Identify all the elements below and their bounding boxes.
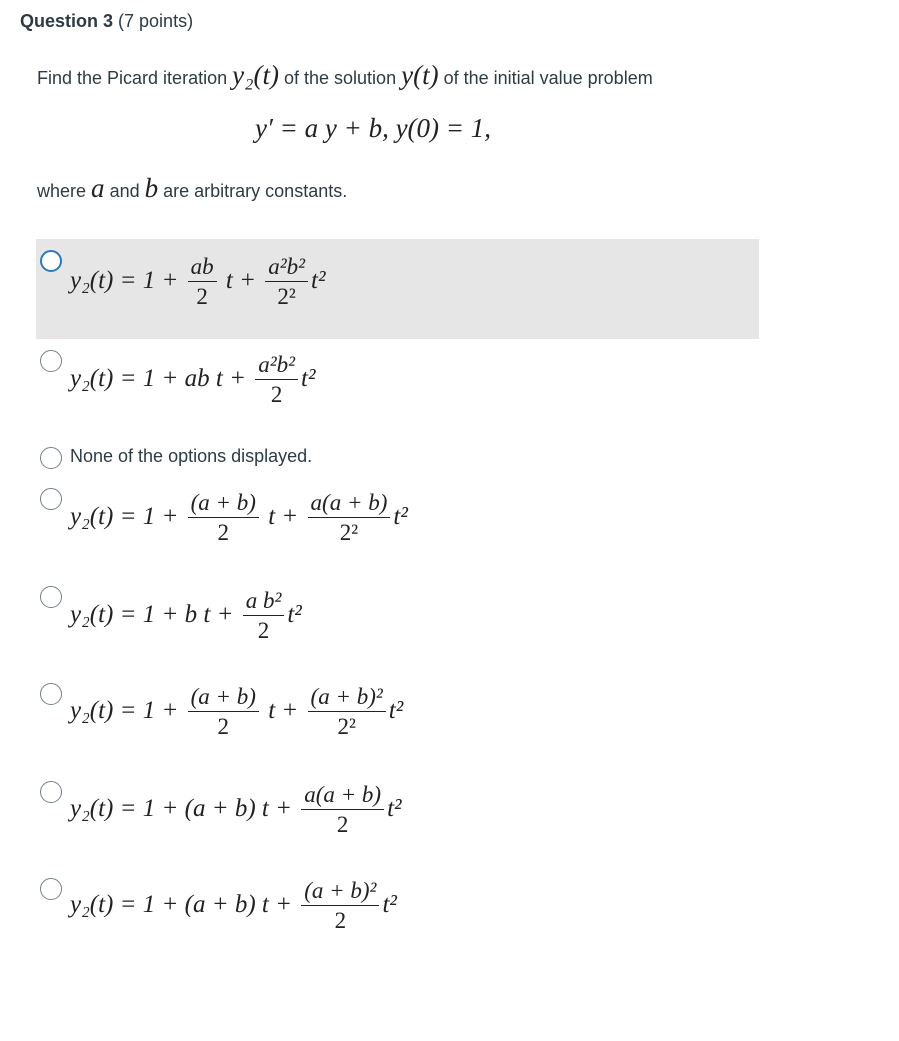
fraction [255, 352, 298, 409]
formula-tail: t² [388, 697, 404, 725]
question-prompt [37, 60, 653, 91]
fraction [243, 588, 285, 645]
option-6-radio[interactable] [40, 683, 62, 705]
formula-lhs: y₂(t) = 1 + (a + b) t + [70, 891, 292, 919]
formula-mid: t + [225, 267, 256, 295]
question-title [20, 11, 193, 32]
denominator: 2² [339, 520, 359, 546]
denominator: 2 [334, 908, 347, 934]
numerator: (a + b)² [301, 878, 379, 906]
prompt-text: of the solution [284, 68, 397, 88]
ivp-equation: y′ = a y + b, y(0) = 1, [255, 113, 491, 143]
option-3-radio[interactable] [40, 447, 62, 469]
denominator: 2 [217, 714, 230, 740]
denominator: 2² [337, 714, 356, 740]
fraction [301, 782, 384, 839]
formula-lhs: y₂(t) = 1 + [70, 267, 179, 295]
numerator: a²b² [255, 352, 298, 380]
formula-mid: t + [268, 503, 299, 531]
denominator: 2 [217, 520, 230, 546]
formula-tail: t² [287, 601, 302, 629]
option-2-formula[interactable] [70, 352, 315, 409]
option-4-radio[interactable] [40, 488, 62, 510]
numerator: a b² [243, 588, 285, 616]
formula-tail: t² [393, 503, 408, 531]
formula-tail: t² [387, 795, 402, 823]
fraction [265, 254, 308, 311]
fraction [188, 254, 217, 311]
option-7-formula[interactable] [70, 782, 402, 839]
question-number: Question 3 [20, 11, 114, 31]
note-math-b: b [144, 173, 159, 203]
formula-tail: t² [301, 365, 316, 393]
denominator: 2² [277, 284, 296, 310]
option-5-formula[interactable] [70, 588, 302, 645]
formula-lhs: y₂(t) = 1 + ab t + [70, 365, 246, 393]
numerator: (a + b) [188, 490, 259, 518]
numerator: a²b² [265, 254, 308, 282]
formula-lhs: y₂(t) = 1 + [70, 503, 179, 531]
numerator: (a + b)² [308, 684, 386, 712]
prompt-math-y2: y₂(t) [232, 60, 279, 90]
prompt-text: Find the Picard iteration [37, 68, 228, 88]
fraction [301, 878, 379, 935]
fraction [188, 684, 259, 741]
option-8-radio[interactable] [40, 878, 62, 900]
denominator: 2 [270, 382, 283, 408]
option-7-radio[interactable] [40, 781, 62, 803]
fraction [308, 684, 386, 741]
constants-note [37, 173, 347, 204]
note-text: where [37, 181, 87, 201]
formula-lhs: y₂(t) = 1 + [70, 697, 179, 725]
note-text: are arbitrary constants. [163, 181, 348, 201]
option-1-formula[interactable] [70, 254, 325, 311]
denominator: 2 [336, 812, 349, 838]
denominator: 2 [257, 618, 270, 644]
formula-lhs: y₂(t) = 1 + b t + [70, 601, 234, 629]
option-2-radio[interactable] [40, 350, 62, 372]
fraction [188, 490, 259, 547]
numerator: a(a + b) [308, 490, 391, 518]
prompt-text: of the initial value problem [443, 68, 653, 88]
numerator: ab [188, 254, 217, 282]
formula-tail: t² [382, 891, 397, 919]
option-4-formula[interactable] [70, 490, 408, 547]
formula-mid: t + [268, 697, 299, 725]
option-5-radio[interactable] [40, 586, 62, 608]
formula-lhs: y₂(t) = 1 + (a + b) t + [70, 795, 292, 823]
note-math-a: a [91, 173, 105, 203]
option-3-label[interactable]: None of the options displayed. [70, 446, 313, 466]
prompt-math-y: y(t) [401, 60, 439, 90]
denominator: 2 [196, 284, 208, 310]
note-text: and [109, 181, 140, 201]
question-points: (7 points) [118, 11, 194, 31]
fraction [308, 490, 391, 547]
numerator: (a + b) [188, 684, 259, 712]
formula-tail: t² [311, 267, 326, 295]
option-6-formula[interactable] [70, 684, 403, 741]
option-1-radio[interactable] [40, 250, 62, 272]
numerator: a(a + b) [301, 782, 384, 810]
option-8-formula[interactable] [70, 878, 397, 935]
